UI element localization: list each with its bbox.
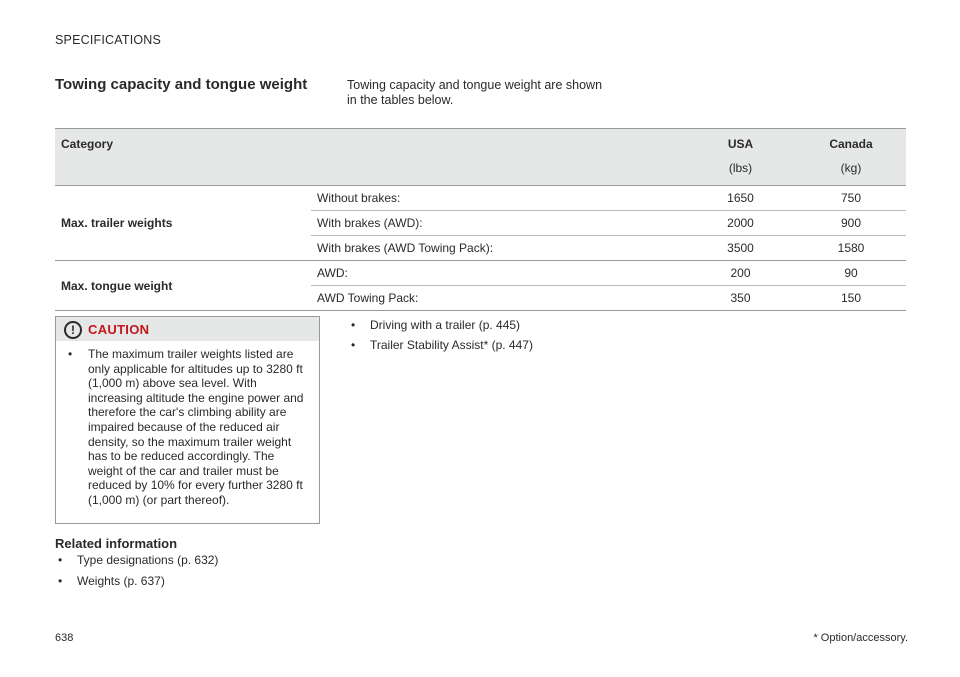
see-also-link-driving-with-trailer[interactable] xyxy=(351,318,521,332)
header-usa-unit: (lbs) xyxy=(728,161,753,175)
usa-value: 2000 xyxy=(685,211,796,236)
row-label: With brakes (AWD Towing Pack): xyxy=(311,236,685,261)
category-tongue-weight: Max. tongue weight xyxy=(55,261,311,311)
caution-title: CAUTION xyxy=(88,322,150,337)
header-canada-unit: (kg) xyxy=(840,161,862,175)
bullet-icon: • xyxy=(68,347,73,361)
page-number: 638 xyxy=(55,632,74,644)
related-link-label: Weights (p. 637) xyxy=(77,574,165,588)
caution-header xyxy=(56,317,319,341)
canada-value: 90 xyxy=(796,261,906,286)
table-header-row xyxy=(55,129,906,186)
bullet-icon: • xyxy=(351,338,356,352)
header-category: Category xyxy=(55,129,685,186)
section-header: SPECIFICATIONS xyxy=(55,33,162,47)
row-label: Without brakes: xyxy=(311,186,685,211)
related-link-type-designations[interactable] xyxy=(58,553,219,567)
page-title: Towing capacity and tongue weight xyxy=(55,76,308,93)
table-row xyxy=(55,261,906,286)
bullet-icon: • xyxy=(58,553,63,567)
canada-value: 900 xyxy=(796,211,906,236)
related-link-label: Type designations (p. 632) xyxy=(77,553,219,567)
usa-value: 3500 xyxy=(685,236,796,261)
caution-body xyxy=(56,341,319,508)
related-info-title: Related information xyxy=(55,536,178,551)
canada-value: 150 xyxy=(796,286,906,311)
usa-value: 200 xyxy=(685,261,796,286)
canada-value: 1580 xyxy=(796,236,906,261)
intro-text: Towing capacity and tongue weight are shown in the tables below. xyxy=(347,78,603,107)
usa-value: 1650 xyxy=(685,186,796,211)
category-trailer-weights: Max. trailer weights xyxy=(55,186,311,261)
caution-box xyxy=(55,316,320,524)
table-row xyxy=(55,186,906,211)
header-usa xyxy=(685,129,796,186)
bullet-icon: • xyxy=(351,318,356,332)
header-canada-label: Canada xyxy=(829,137,873,151)
bullet-icon: • xyxy=(58,574,63,588)
see-also-link-trailer-stability-assist[interactable] xyxy=(351,338,533,352)
related-link-weights[interactable] xyxy=(58,574,165,588)
footnote: * Option/accessory. xyxy=(813,632,908,644)
header-usa-label: USA xyxy=(727,137,754,151)
caution-text: The maximum trailer weights listed are only applicable for altitudes up to 3280 ft (1,000 m) above sea level. With increasing altitude the engine power and therefore the car's climbing ability are impaired because of the reduced air density, so the maximum trailer weight has to be reduced accordingly. The weight of the car and trailer must be reduced by 10% for every further 3280 ft (1,000 m) (or part thereof). xyxy=(88,347,304,507)
canada-value: 750 xyxy=(796,186,906,211)
row-label: AWD Towing Pack: xyxy=(311,286,685,311)
see-also-link-label: Trailer Stability Assist* (p. 447) xyxy=(370,338,533,352)
towing-table xyxy=(55,128,906,311)
see-also-link-label: Driving with a trailer (p. 445) xyxy=(370,318,521,332)
row-label: AWD: xyxy=(311,261,685,286)
usa-value: 350 xyxy=(685,286,796,311)
row-label: With brakes (AWD): xyxy=(311,211,685,236)
header-canada xyxy=(796,129,906,186)
exclamation-circle-icon: ! xyxy=(64,321,82,339)
